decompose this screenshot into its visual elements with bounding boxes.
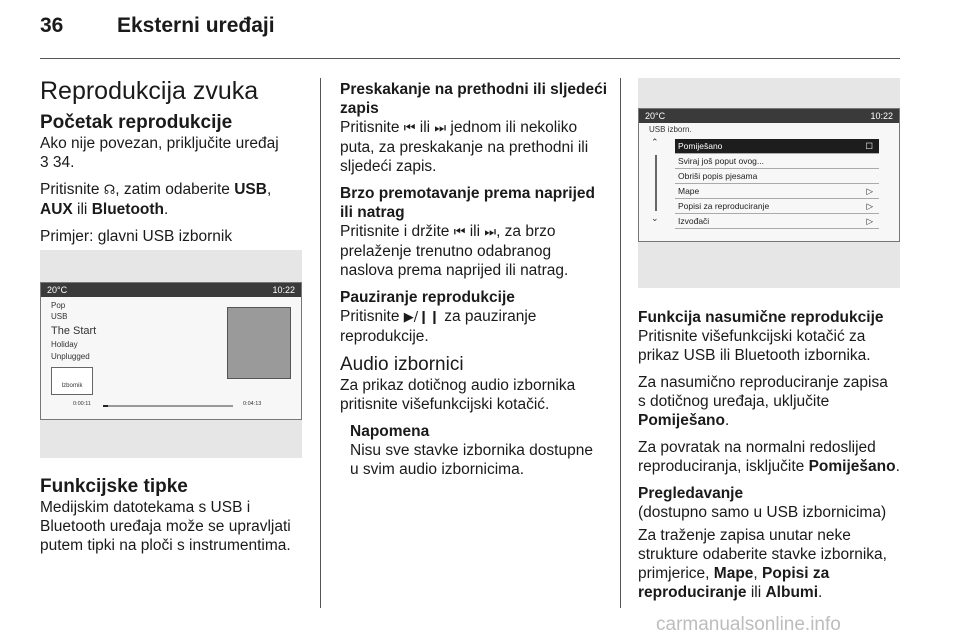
- next-track-icon: ⏭: [434, 121, 447, 136]
- menu-item-artists[interactable]: Izvođači ▷: [675, 214, 879, 229]
- progress-fill: [103, 405, 108, 407]
- track-artist: Unplugged: [51, 352, 90, 361]
- note-box: [340, 422, 612, 479]
- elapsed-time: 0:00:11: [73, 401, 91, 407]
- note-heading: Napomena: [350, 423, 430, 440]
- heading-shuffle: Funkcija nasumične reprodukcije: [638, 309, 884, 326]
- heading-fast-forward: Brzo premotavanje prema naprijed ili natrag: [340, 185, 595, 221]
- track-genre: Pop: [51, 301, 66, 310]
- track-source: USB: [51, 312, 68, 321]
- screenshot-usb-main-menu: [40, 250, 302, 458]
- watermark: carmanualsonline.info: [656, 614, 841, 635]
- progress-bar[interactable]: [103, 405, 233, 407]
- scrollbar[interactable]: [655, 155, 657, 211]
- status-bar: 20°C 10:22: [41, 283, 301, 297]
- heading-pause: Pauziranje reprodukcije: [340, 289, 515, 306]
- source-button-icon: ☊: [103, 183, 116, 198]
- subheading-start-playback: Početak reprodukcije: [40, 112, 233, 133]
- display-screen: [638, 108, 900, 242]
- text-line: primjerice, Mape, Popisi za: [638, 565, 830, 582]
- text-line: strukture odaberite stavke izbornika,: [638, 546, 887, 563]
- text-line: Za nasumično reproduciranje zapisa: [638, 374, 888, 391]
- paragraph-pause: Pritisnite ▶/❙❙ za pauziranje reprodukcije.: [340, 308, 537, 345]
- text-line: prikaz USB ili Bluetooth izbornika.: [638, 347, 871, 364]
- column-3: [638, 308, 918, 602]
- heading-browse: Pregledavanje: [638, 485, 744, 502]
- total-time: 0:04:13: [243, 401, 262, 407]
- text-line: 3 34.: [40, 154, 75, 171]
- text-line: Za povratak na normalni redoslijed: [638, 439, 876, 456]
- text-line: Nisu sve stavke izbornika dostupne: [350, 442, 593, 459]
- paragraph-press-source: Pritisnite ☊, zatim odaberite USB, AUX ili Bluetooth.: [40, 181, 272, 218]
- menu-item-delete-playlist[interactable]: Obriši popis pjesama: [675, 169, 879, 184]
- album-art-image: [227, 307, 291, 379]
- column-divider-1: [320, 78, 321, 608]
- chevron-right-icon: ▷: [866, 201, 873, 211]
- text-line: Ako nije povezan, priključite uređaj: [40, 135, 279, 152]
- section-heading: Reprodukcija zvuka: [40, 77, 259, 105]
- column-divider-2: [620, 78, 621, 608]
- play-pause-icon: ▶/❙❙: [403, 310, 440, 325]
- header-rule: [40, 58, 900, 59]
- screenshot-usb-menu: [638, 78, 900, 288]
- column-1: [40, 76, 312, 246]
- menu-button[interactable]: Izbornik: [51, 367, 93, 395]
- heading-audio-menus: Audio izbornici: [340, 354, 464, 375]
- menu-item-play-more-like-this[interactable]: Sviraj još poput ovog...: [675, 154, 879, 169]
- paragraph-fast-forward: Pritisnite i držite ⏮ ili ⏭, za brzo prelaženje trenutno odabranog naslova prema naprijed ili natrag.: [340, 223, 569, 279]
- text-line: reproduciranja, isključite Pomiješano.: [638, 458, 900, 475]
- heading-skip: Preskakanje na prethodni ili sljedeći zapis: [340, 81, 608, 117]
- text-line: s dotičnog uređaja, uključite: [638, 393, 830, 410]
- previous-track-icon: ⏮: [403, 121, 416, 136]
- scroll-down-icon[interactable]: ⌄: [651, 213, 659, 223]
- text-line: Pomiješano.: [638, 412, 730, 429]
- chevron-right-icon: ▷: [866, 186, 873, 196]
- previous-track-icon: ⏮: [453, 225, 466, 240]
- text-line: Za traženje zapisa unutar neke: [638, 527, 851, 544]
- text-line: putem tipki na ploči s instrumentima.: [40, 537, 291, 554]
- checkbox-icon: ☐: [865, 141, 873, 151]
- page-number: 36: [40, 14, 64, 37]
- text-line: Za prikaz dotičnog audio izbornika: [340, 377, 576, 394]
- text-line: Pritisnite višefunkcijski kotačić za: [638, 328, 866, 345]
- text-line: Bluetooth uređaja može se upravljati: [40, 518, 291, 535]
- text-line: Medijskim datotekama s USB i: [40, 499, 251, 516]
- track-title: The Start: [51, 325, 97, 337]
- subheading-function-keys: Funkcijske tipke: [40, 476, 188, 497]
- column-2: [340, 80, 612, 479]
- text-line: u svim audio izbornicima.: [350, 461, 525, 478]
- next-track-icon: ⏭: [484, 225, 497, 240]
- menu-title: USB izborn.: [649, 125, 692, 134]
- caption-example: Primjer: glavni USB izbornik: [40, 228, 233, 245]
- status-bar: 20°C 10:22: [639, 109, 899, 123]
- display-screen: [40, 282, 302, 420]
- track-album: Holiday: [51, 340, 78, 349]
- menu-item-playlists[interactable]: Popisi za reproduciranje ▷: [675, 199, 879, 214]
- column-1-bottom: [40, 476, 312, 555]
- menu-item-shuffle[interactable]: Pomiješano ☐: [675, 139, 879, 154]
- scroll-up-icon[interactable]: ⌃: [651, 137, 659, 147]
- menu-item-folders[interactable]: Mape ▷: [675, 184, 879, 199]
- text-line: pritisnite višefunkcijski kotačić.: [340, 396, 550, 413]
- text-line: reproduciranje ili Albumi.: [638, 584, 823, 601]
- text-line: (dostupno samo u USB izbornicima): [638, 504, 887, 521]
- page-title: Eksterni uređaji: [117, 14, 275, 37]
- paragraph-skip: Pritisnite ⏮ ili ⏭ jednom ili nekoliko puta, za preskakanje na prethodni ili sljedeći zapis.: [340, 119, 589, 175]
- chevron-right-icon: ▷: [866, 216, 873, 226]
